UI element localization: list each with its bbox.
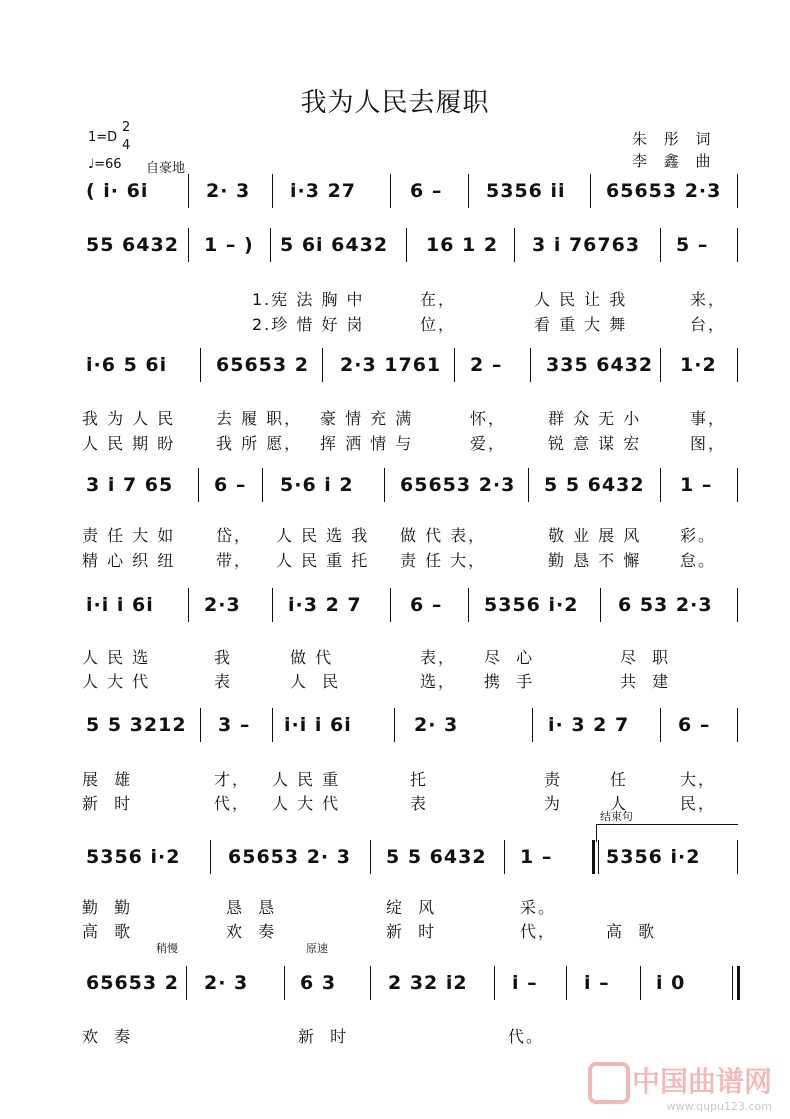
lyric-syllables: 表 bbox=[410, 794, 429, 813]
bar-line bbox=[406, 228, 407, 262]
measure: 5356 i·2 bbox=[86, 846, 181, 868]
lyric-syllables: 恳 恳 bbox=[226, 898, 277, 917]
score-row-1 bbox=[0, 174, 790, 214]
measure: 55 6432 bbox=[86, 234, 179, 256]
measure: 2 – bbox=[470, 354, 503, 376]
final-bar-line bbox=[737, 966, 740, 1000]
score-row-4 bbox=[0, 468, 790, 508]
lyric-syllables: 新 时 bbox=[386, 922, 437, 941]
tempo-mark: ♩=66 bbox=[88, 157, 122, 172]
tempo-original-mark: 原速 bbox=[306, 942, 328, 955]
measure: 2· 3 bbox=[204, 972, 249, 994]
time-sig-bottom: 4 bbox=[122, 138, 131, 153]
lyric-syllables: 托 bbox=[410, 770, 429, 789]
lyric-syllables: 人 bbox=[610, 794, 629, 813]
watermark-brand: 中国曲谱网 bbox=[631, 1065, 772, 1098]
bar-line bbox=[270, 228, 271, 262]
bar-line bbox=[598, 840, 599, 874]
measure: 5·6 i 2 bbox=[280, 474, 354, 496]
lyric-syllables: 台， bbox=[690, 315, 727, 334]
lyric-syllables: 人 民 选 bbox=[82, 648, 151, 667]
lyric-syllables: 尽 职 bbox=[620, 648, 671, 667]
lyric-syllables: 爱， bbox=[470, 434, 507, 453]
lyric-syllables: 人 大 代 bbox=[272, 794, 341, 813]
measure: 5 – bbox=[676, 234, 709, 256]
lyric-syllables: 怀， bbox=[470, 409, 507, 428]
measure: 5356 i·2 bbox=[606, 846, 701, 868]
lyric-syllables: 勤 勤 bbox=[82, 898, 133, 917]
lyric-syllables: 来， bbox=[690, 290, 727, 309]
bar-line bbox=[504, 840, 505, 874]
bar-line bbox=[660, 348, 661, 382]
lyric-syllables: 事， bbox=[690, 409, 727, 428]
measure: i·3 2 7 bbox=[288, 594, 362, 616]
measure: 65653 2 bbox=[86, 972, 179, 994]
lyric-line bbox=[0, 523, 790, 547]
measure: 2·3 bbox=[204, 594, 241, 616]
bar-line bbox=[660, 228, 661, 262]
bar-line bbox=[370, 840, 371, 874]
measure: i – bbox=[512, 972, 538, 994]
lyric-syllables: 看 重 大 舞 bbox=[534, 315, 628, 334]
lyric-syllables: 展 雄 bbox=[82, 770, 133, 789]
measure: ( i· 6i bbox=[86, 180, 149, 202]
measure: 5 6i 6432 bbox=[280, 234, 389, 256]
bar-line bbox=[494, 966, 495, 1000]
bar-line bbox=[322, 348, 323, 382]
bar-line bbox=[468, 588, 469, 622]
lyric-syllables: 怠。 bbox=[680, 551, 717, 570]
lyric-syllables: 表， bbox=[420, 648, 457, 667]
lyric-syllables: 才， bbox=[214, 770, 251, 789]
lyric-syllables: 新 时 bbox=[82, 794, 133, 813]
bar-line bbox=[394, 708, 395, 742]
lyric-syllables: 欢 奏 bbox=[82, 1027, 133, 1046]
measure: i·6 5 6i bbox=[86, 354, 168, 376]
tempo-slow-mark: 稍慢 bbox=[156, 942, 178, 955]
composer-credit: 李 鑫 曲 bbox=[632, 152, 717, 170]
measure: 5 5 3212 bbox=[86, 714, 187, 736]
lyric-line bbox=[0, 767, 790, 791]
lyric-line bbox=[0, 645, 790, 669]
bar-line bbox=[660, 708, 661, 742]
bar-line bbox=[188, 174, 189, 208]
bar-line bbox=[210, 840, 211, 874]
measure: 6 – bbox=[410, 180, 443, 202]
repeat-bar-line bbox=[592, 840, 595, 874]
lyric-syllables: 人 民 选 我 bbox=[276, 526, 370, 545]
measure: 6 3 bbox=[300, 972, 337, 994]
lyric-syllables: 高 歌 bbox=[82, 922, 133, 941]
score-row-5 bbox=[0, 588, 790, 628]
measure: i·i i 6i bbox=[284, 714, 352, 736]
measure: 3 i 76763 bbox=[532, 234, 641, 256]
measure: 335 6432 bbox=[546, 354, 654, 376]
lyric-syllables: 选， bbox=[420, 672, 457, 691]
score-row-2 bbox=[0, 228, 790, 268]
lyric-line bbox=[0, 919, 790, 943]
lyric-line bbox=[0, 669, 790, 693]
watermark bbox=[632, 1060, 772, 1113]
measure: 6 53 2·3 bbox=[618, 594, 713, 616]
lyric-syllables: 我 为 人 民 bbox=[82, 409, 176, 428]
bar-line bbox=[272, 174, 273, 208]
bar-line bbox=[660, 468, 661, 502]
lyric-syllables: 责 任 大， bbox=[400, 551, 487, 570]
measure: 65653 2 bbox=[216, 354, 309, 376]
lyric-syllables: 责 任 大 如 bbox=[82, 526, 176, 545]
bar-line bbox=[468, 174, 469, 208]
lyric-syllables: 为 bbox=[544, 794, 563, 813]
bar-line bbox=[198, 468, 199, 502]
expression-mark: 自豪地 bbox=[146, 161, 186, 176]
measure: 16 1 2 bbox=[426, 234, 499, 256]
lyric-syllables: 人 大 代 bbox=[82, 672, 151, 691]
measure: 1·2 bbox=[680, 354, 717, 376]
bar-line bbox=[737, 228, 738, 262]
song-title: 我为人民去履职 bbox=[300, 88, 490, 118]
bar-line bbox=[272, 588, 273, 622]
lyric-syllables: 群 众 无 小 bbox=[548, 409, 642, 428]
lyric-syllables: 位， bbox=[420, 315, 457, 334]
lyric-syllables: 彩。 bbox=[680, 526, 717, 545]
bar-line bbox=[590, 174, 591, 208]
lyric-syllables: 人 民 重 托 bbox=[276, 551, 370, 570]
bar-line bbox=[188, 228, 189, 262]
key-signature: 1=D bbox=[88, 130, 118, 145]
lyric-syllables: 岱， bbox=[216, 526, 253, 545]
lyric-syllables: 欢 奏 bbox=[226, 922, 277, 941]
bar-line bbox=[514, 228, 515, 262]
measure: 6 – bbox=[214, 474, 247, 496]
bar-line bbox=[737, 588, 738, 622]
bar-line bbox=[528, 468, 529, 502]
lyric-line bbox=[0, 548, 790, 572]
lyric-syllables: 责 bbox=[544, 770, 563, 789]
measure: i – bbox=[584, 972, 610, 994]
lyric-syllables: 图， bbox=[690, 434, 727, 453]
lyric-syllables: 大， bbox=[680, 770, 717, 789]
lyric-syllables: 勤 恳 不 懈 bbox=[548, 551, 642, 570]
lyric-syllables: 豪 情 充 满 bbox=[320, 409, 414, 428]
bar-line bbox=[737, 840, 738, 874]
bar-line bbox=[737, 708, 738, 742]
watermark-url: www.qupu123.com bbox=[666, 1100, 772, 1113]
lyric-line bbox=[0, 895, 790, 919]
bar-line bbox=[532, 708, 533, 742]
lyric-line bbox=[0, 1024, 790, 1048]
bar-line bbox=[640, 966, 641, 1000]
measure: 2·3 1761 bbox=[340, 354, 442, 376]
lyric-syllables: 锐 意 谋 宏 bbox=[548, 434, 642, 453]
bar-line bbox=[284, 966, 285, 1000]
bar-line bbox=[188, 588, 189, 622]
measure: 65653 2·3 bbox=[606, 180, 722, 202]
lyric-syllables: 人 民 bbox=[290, 672, 341, 691]
measure: i 0 bbox=[656, 972, 686, 994]
measure: 3 i 7 65 bbox=[86, 474, 174, 496]
score-row-6 bbox=[0, 708, 790, 748]
bar-line bbox=[272, 708, 273, 742]
lyric-syllables: 代。 bbox=[508, 1027, 545, 1046]
score-row-8 bbox=[0, 966, 790, 1006]
lyric-syllables: 去 履 职， bbox=[216, 409, 303, 428]
lyric-syllables: 尽 心 bbox=[484, 648, 535, 667]
lyricist-credit: 朱 彤 词 bbox=[632, 130, 717, 148]
lyric-line bbox=[0, 312, 790, 336]
bar-line bbox=[390, 174, 391, 208]
measure: 2· 3 bbox=[206, 180, 251, 202]
bar-line bbox=[390, 588, 391, 622]
lyric-syllables: 带， bbox=[216, 551, 253, 570]
lyric-syllables: 代， bbox=[214, 794, 251, 813]
measure: i·i i 6i bbox=[86, 594, 154, 616]
bar-line bbox=[566, 966, 567, 1000]
lyric-syllables: 采。 bbox=[520, 898, 557, 917]
bar-line bbox=[737, 348, 738, 382]
lyric-syllables: 在， bbox=[420, 290, 457, 309]
measure: 2 32 i2 bbox=[388, 972, 468, 994]
lyric-syllables: 人 民 重 bbox=[272, 770, 341, 789]
lyric-syllables: 民， bbox=[680, 794, 717, 813]
measure: 65653 2· 3 bbox=[228, 846, 351, 868]
lyric-syllables: 挥 洒 情 与 bbox=[320, 434, 414, 453]
measure: i·3 27 bbox=[290, 180, 357, 202]
lyric-line bbox=[0, 406, 790, 430]
measure: 65653 2·3 bbox=[400, 474, 516, 496]
lyric-syllables: 精 心 织 纽 bbox=[82, 551, 176, 570]
measure: 6 – bbox=[410, 594, 443, 616]
measure: 6 – bbox=[678, 714, 711, 736]
score-row-7 bbox=[0, 840, 790, 880]
lyric-syllables: 做 代 表， bbox=[400, 526, 487, 545]
bar-line bbox=[600, 588, 601, 622]
ending-label: 结束句 bbox=[600, 810, 633, 823]
lyric-syllables: 表 bbox=[214, 672, 233, 691]
lyric-syllables: 共 建 bbox=[620, 672, 671, 691]
measure: 5 5 6432 bbox=[386, 846, 487, 868]
measure: 5356 i·2 bbox=[484, 594, 579, 616]
bar-line bbox=[262, 468, 263, 502]
lyric-syllables: 我 所 愿， bbox=[216, 434, 303, 453]
measure: 5 5 6432 bbox=[544, 474, 645, 496]
bar-line bbox=[454, 348, 455, 382]
lyric-syllables: 高 歌 bbox=[606, 922, 657, 941]
lyric-syllables: 敬 业 展 风 bbox=[548, 526, 642, 545]
measure: 1 – ) bbox=[204, 234, 254, 256]
bar-line bbox=[530, 348, 531, 382]
bar-line bbox=[384, 468, 385, 502]
measure: 1 – bbox=[680, 474, 713, 496]
measure: 3 – bbox=[218, 714, 251, 736]
bar-line bbox=[737, 468, 738, 502]
site-logo-icon bbox=[588, 1062, 630, 1104]
lyric-syllables: 做 代 bbox=[290, 648, 334, 667]
lyric-syllables: 任 bbox=[610, 770, 629, 789]
lyric-syllables: 人 民 期 盼 bbox=[82, 434, 176, 453]
lyric-line bbox=[0, 791, 790, 815]
bar-line bbox=[200, 708, 201, 742]
score-row-3 bbox=[0, 348, 790, 388]
lyric-syllables: 人 民 让 我 bbox=[534, 290, 628, 309]
bar-line bbox=[200, 348, 201, 382]
time-sig-top: 2 bbox=[122, 120, 131, 135]
bar-line bbox=[370, 966, 371, 1000]
lyric-syllables: 1.宪 法 胸 中 bbox=[252, 290, 365, 309]
bar-line bbox=[732, 966, 733, 1000]
lyric-line bbox=[0, 287, 790, 311]
measure: 2· 3 bbox=[414, 714, 459, 736]
bar-line bbox=[737, 174, 738, 208]
lyric-syllables: 携 手 bbox=[484, 672, 535, 691]
measure: 1 – bbox=[520, 846, 553, 868]
lyric-syllables: 2.珍 惜 好 岗 bbox=[252, 315, 365, 334]
measure: 5356 ii bbox=[486, 180, 566, 202]
ending-bracket bbox=[596, 824, 738, 825]
lyric-syllables: 绽 风 bbox=[386, 898, 437, 917]
lyric-syllables: 代， bbox=[520, 922, 557, 941]
lyric-syllables: 我 bbox=[214, 648, 233, 667]
measure: i· 3 2 7 bbox=[548, 714, 630, 736]
lyric-line bbox=[0, 431, 790, 455]
lyric-syllables: 新 时 bbox=[298, 1027, 349, 1046]
bar-line bbox=[186, 966, 187, 1000]
